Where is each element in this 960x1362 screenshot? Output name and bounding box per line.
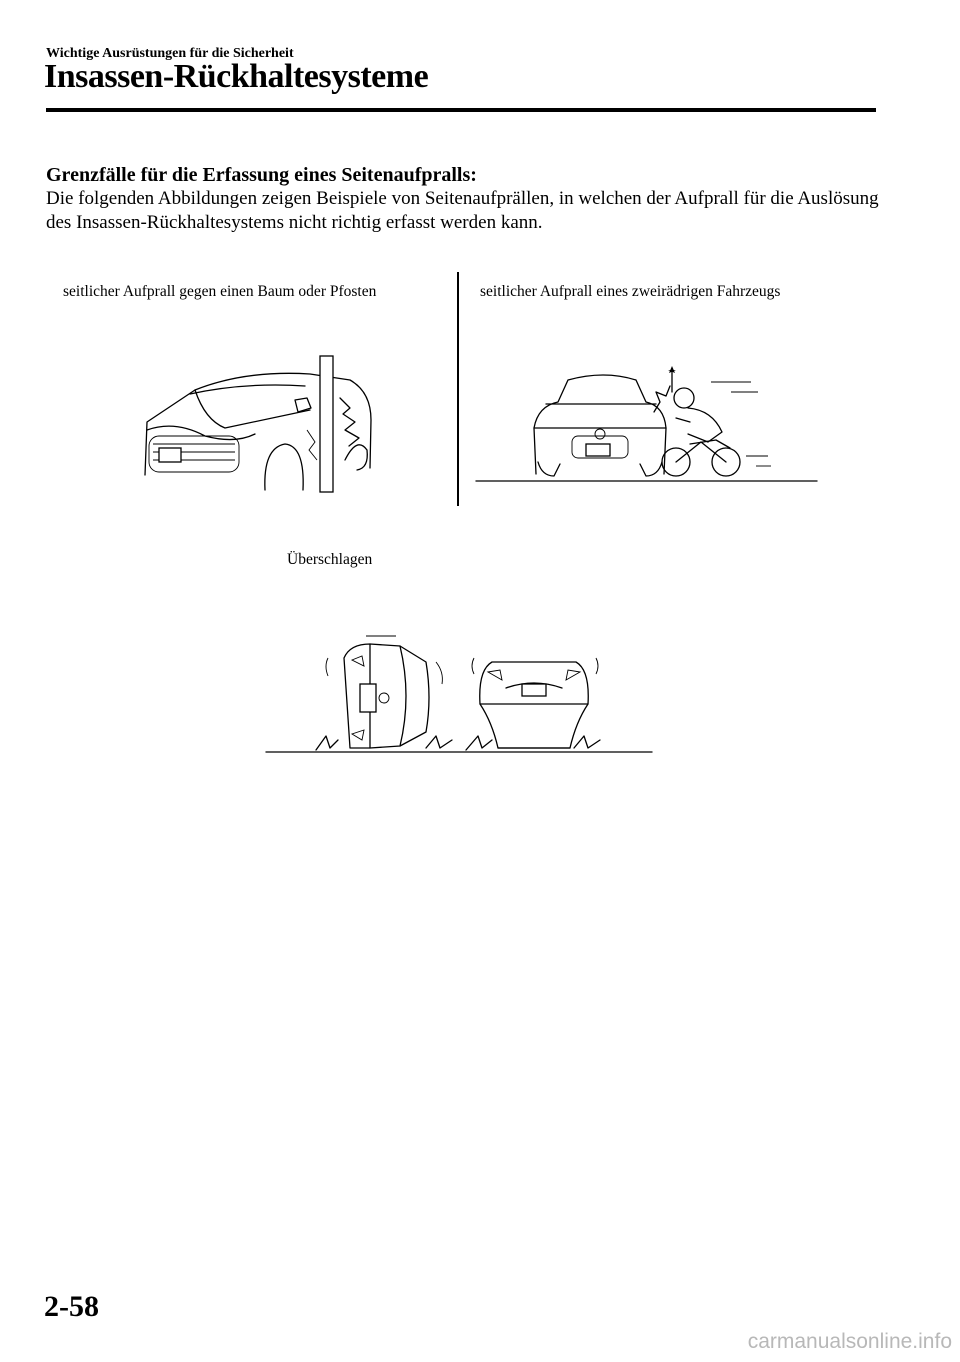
figure-divider [457,272,459,506]
section-label: Wichtige Ausrüstungen für die Sicherheit [46,46,294,61]
page-number: 2-58 [44,1290,99,1323]
watermark-text: carmanualsonline.info [747,1330,952,1353]
tree-impact-illustration [135,350,385,500]
rollover-illustration [266,632,656,757]
title-rule [46,108,876,112]
rollover-caption: Überschlagen [287,551,373,568]
bike-impact-illustration [476,362,821,487]
page-title: Insassen-Rückhaltesysteme [44,58,429,95]
body-paragraph: Die folgenden Abbildungen zeigen Beispiele von Seitenaufprällen, in welchen der Aufprall für die Auslösung des Insassen-Rückhaltesystems nicht richtig erfasst werden kann. [46,188,879,233]
sub-heading: Grenzfälle für die Erfassung eines Seitenaufpralls: [46,164,477,186]
bike-impact-caption: seitlicher Aufprall eines zweirädrigen Fahrzeugs [480,283,781,300]
tree-impact-caption: seitlicher Aufprall gegen einen Baum oder Pfosten [63,283,377,300]
